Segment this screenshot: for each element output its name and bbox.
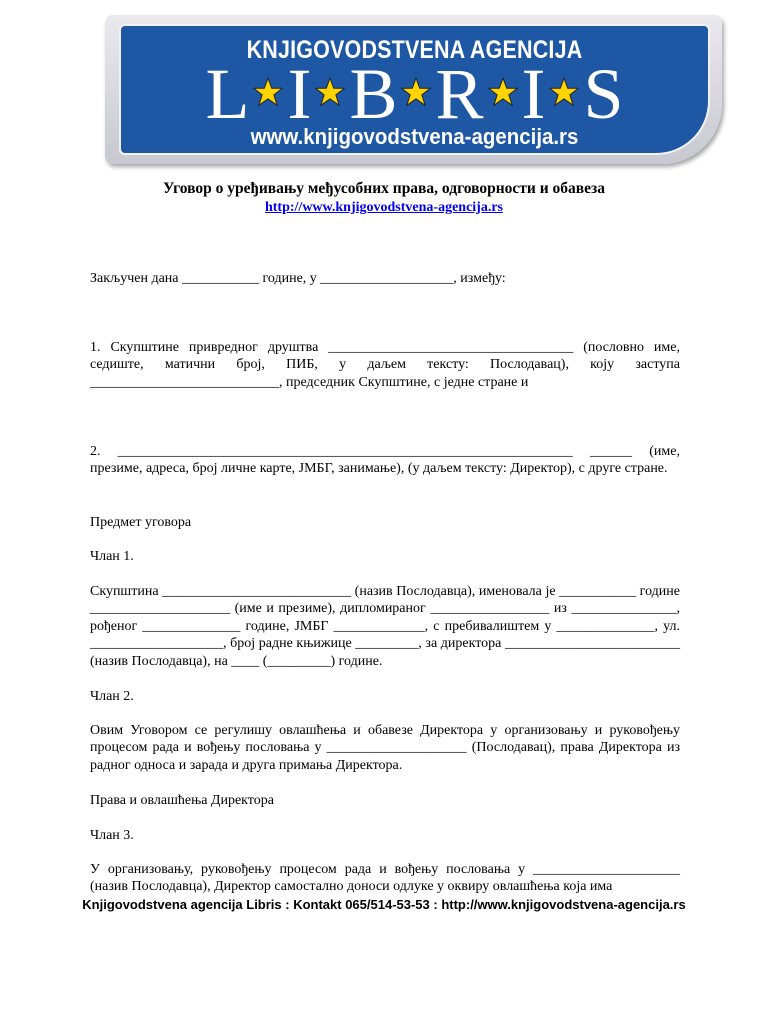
logo-letter: I	[521, 54, 546, 134]
logo-letter: R	[435, 54, 484, 134]
section-heading-subject: Предмет уговора	[90, 515, 192, 530]
document-title: Уговор о уређивању међусобних права, одговорности и обавеза	[163, 180, 605, 197]
logo-top-text: KNJIGOVODSTVENA AGENCIJA	[246, 36, 583, 64]
star-icon	[488, 77, 518, 107]
article-heading-2: Члан 2.	[90, 689, 134, 704]
article-3-text: У организовању, руковођењу процесом рада и вођењу пословања у _____________________ (назив Послодавца), Директор самостално доноси одлуке у оквиру овлашћења која има	[90, 862, 680, 895]
page-footer: Knjigovodstvena agencija Libris : Kontakt 065/514-53-53 : http://www.knjigovodstvena-agencija.rs	[82, 897, 686, 912]
logo-banner	[105, 15, 722, 164]
article-1-text: Скупштина ___________________________ (назив Послодавца), именовала је ___________ године ____________________ (име и презиме), дипломираног _________________ из _______________, рођеног ______________ године, ЈМБГ _____________, с пребивалиштем у ______________, ул. ___________________, број радне књижице _________, за директора _________________________ (назив Послодавца), на ____ (_________) године.	[90, 584, 680, 669]
contract-intro: Закључен дана ___________ године, у ___________________, између:	[90, 271, 506, 286]
logo-wordmark	[121, 54, 708, 134]
star-icon	[253, 77, 283, 107]
article-heading-3: Члан 3.	[90, 828, 134, 843]
website-link[interactable]: http://www.knjigovodstvena-agencija.rs	[264, 200, 503, 215]
star-icon	[549, 77, 579, 107]
section-heading-rights: Права и овлашћења Директора	[90, 793, 274, 808]
star-icon	[401, 77, 431, 107]
logo-letter: I	[287, 54, 312, 134]
party-two-paragraph: 2. _________________________________________________________________ ______ (име, презиме, адреса, број личне карте, ЈМБГ, занимање), (у даљем тексту: Директор), с друге стране.	[90, 444, 680, 477]
logo-letter: L	[205, 54, 250, 134]
article-heading-1: Члан 1.	[90, 549, 134, 564]
party-one-paragraph: 1. Скупштине привредног друштва ___________________________________ (пословно име, седиште, матични број, ПИБ, у даљем тексту: Послодавац), коју заступа ___________________________, председник Скупштине, с једне стране и	[90, 340, 680, 390]
article-2-text: Овим Уговором се регулишу овлашћења и обавезе Директора у организовању и руковођењу процесом рада и вођењу пословања у ____________________ (Послодавац), права Директора из радног односа и зарада и друга примања Директора.	[90, 723, 680, 773]
logo-frame	[105, 15, 722, 164]
logo-panel	[119, 24, 710, 155]
logo-url-text: www.knjigovodstvena-agencija.rs	[250, 124, 579, 149]
star-icon	[315, 77, 345, 107]
logo-letter: B	[349, 54, 398, 134]
logo-letter: S	[583, 54, 624, 134]
